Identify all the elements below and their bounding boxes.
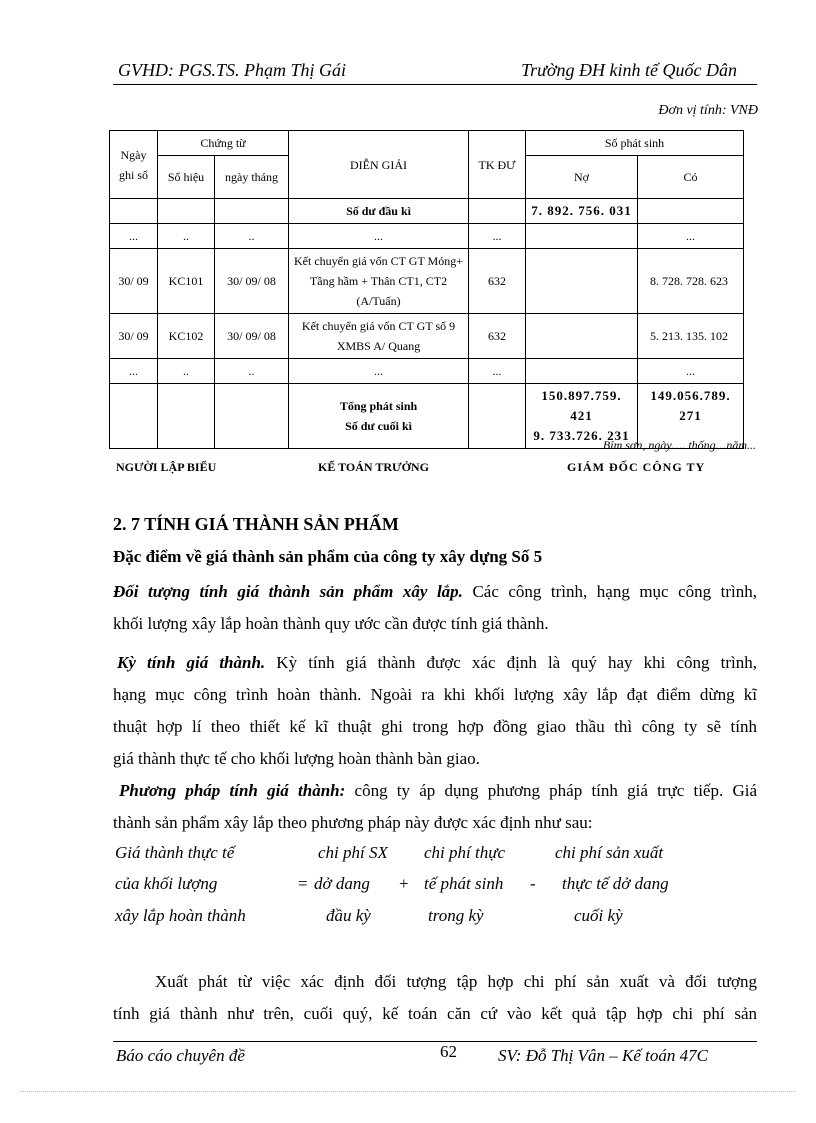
header-number: Số hiệu: [158, 156, 215, 199]
signature-director: GIÁM ĐỐC CÔNG TY: [567, 460, 706, 474]
closing-balance-debit: 9. 733.726. 231: [533, 428, 630, 443]
page-edge-divider: [20, 1091, 796, 1092]
page-header: [113, 60, 757, 85]
header-date: Ngày ghi sổ: [110, 131, 158, 199]
opening-balance-value: 7. 892. 756. 031: [526, 199, 638, 224]
paragraph-line: tính giá thành như trên, cuối quý, kế toán căn cứ vào kết quả tập hợp chi phí sản: [113, 1004, 757, 1023]
total-credit: 149.056.789. 271: [650, 388, 731, 423]
paragraph-line: thuật hợp lí theo thiết kế kĩ thuật ghi trong hợp đồng giao thầu thì công ty sẽ tính: [113, 717, 757, 736]
header-right: Trường ĐH kinh tế Quốc Dân: [521, 60, 737, 80]
paragraph-line: Xuất phát từ việc xác định đối tượng tập hợp chi phí sản xuất và đối tượng: [155, 972, 757, 991]
header-account: TK ĐƯ: [469, 131, 526, 199]
signature-preparer: NGƯỜI LẬP BIỂU: [116, 460, 217, 474]
header-left: GVHD: PGS.TS. Phạm Thị Gái: [118, 60, 346, 80]
ledger-table: [109, 130, 744, 449]
opening-balance-label: Số dư đầu kì: [289, 199, 469, 224]
table-row: 30/ 09 KC101 30/ 09/ 08 Kết chuyển giá vốn CT GT Móng+ Tầng hầm + Thân CT1, CT2 (A/Tuấn) 632 8. 728. 728. 623: [110, 249, 744, 314]
table-row: 30/ 09 KC102 30/ 09/ 08 Kết chuyển giá vốn CT GT số 9 XMBS A/ Quang 632 5. 213. 135. 102: [110, 314, 744, 359]
header-credit: Có: [638, 156, 744, 199]
paragraph-line: Phương pháp tính giá thành: công ty áp dụng phương pháp tính giá trực tiếp. Giá: [119, 781, 757, 800]
section-subtitle: Đặc điểm về giá thành sản phẩm của công ty xây dựng Số 5: [113, 547, 543, 566]
paragraph-line: Kỳ tính giá thành. Kỳ tính giá thành được xác định là quý hay khi công trình,: [117, 653, 757, 672]
paragraph-line: thành sản phẩm xây lắp theo phương pháp này được xác định như sau:: [113, 813, 593, 832]
footer-left: Báo cáo chuyên đề: [116, 1046, 245, 1065]
table-row: ... .. .. ... ... ...: [110, 359, 744, 384]
closing-balance-label: Số dư cuối kì: [345, 419, 412, 433]
header-day: ngày tháng: [215, 156, 289, 199]
header-voucher: Chứng từ: [158, 131, 289, 156]
header-description: DIỄN GIẢI: [289, 131, 469, 199]
paragraph-line: giá thành thực tế cho khối lượng hoàn thành bàn giao.: [113, 749, 480, 768]
paragraph-line: khối lượng xây lắp hoàn thành quy ước cần được tính giá thành.: [113, 614, 549, 633]
header-debit: Nợ: [526, 156, 638, 199]
date-line: Bỉm sơn, ngày…. thống…năm...: [602, 438, 756, 452]
page-number: 62: [440, 1042, 457, 1061]
total-debit: 150.897.759. 421: [541, 388, 622, 423]
paragraph-line: hạng mục công trình hoàn thành. Ngoài ra khi khối lượng xây lắp đạt điểm dừng kĩ: [113, 685, 757, 704]
paragraph-line: Đối tượng tính giá thành sản phẩm xây lắp. Các công trình, hạng mục công trình,: [113, 582, 757, 601]
total-label: Tổng phát sinh: [339, 399, 418, 413]
header-amount: Số phát sinh: [526, 131, 744, 156]
currency-unit: Đơn vị tính: VNĐ: [658, 103, 758, 118]
table-row: [110, 199, 744, 224]
section-title: 2. 7 TÍNH GIÁ THÀNH SẢN PHẨM: [113, 514, 399, 534]
table-row: ... .. .. ... ... ...: [110, 224, 744, 249]
page-footer: [113, 1041, 757, 1065]
footer-right: SV: Đỗ Thị Vân – Kế toán 47C: [498, 1046, 708, 1065]
signature-accountant: KẾ TOÁN TRƯỞNG: [318, 460, 429, 474]
